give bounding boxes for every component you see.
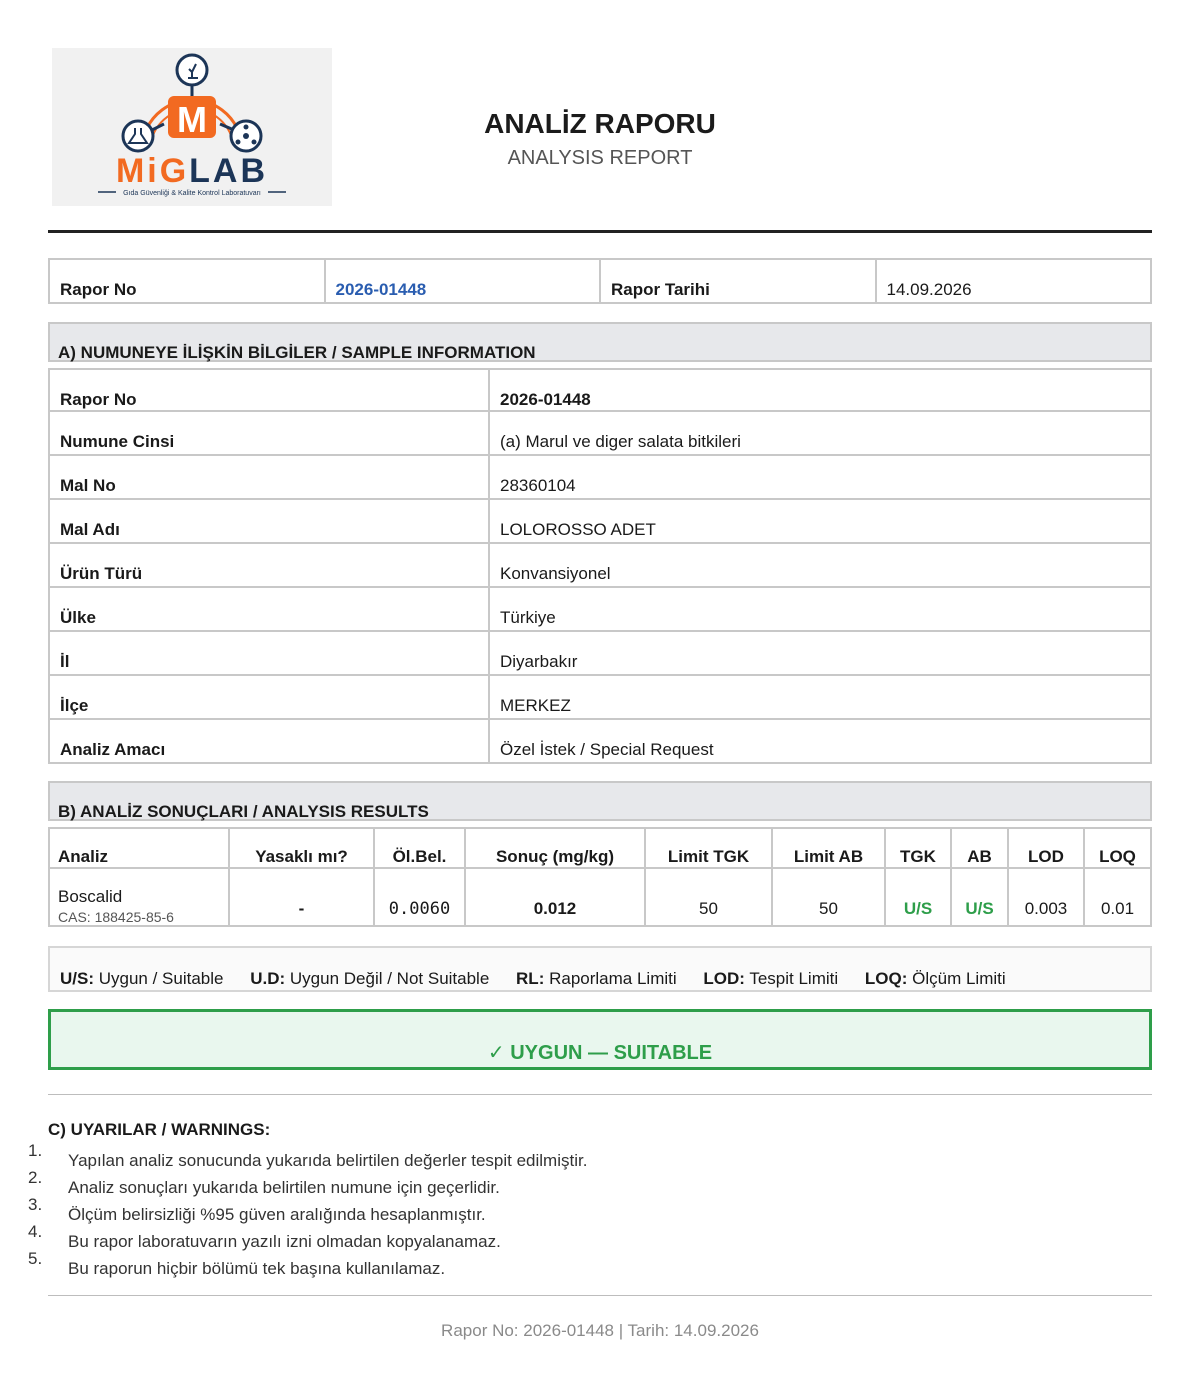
list-text: Yapılan analiz sonucunda yukarıda belirtilen değerler tespit edilmiştir. (68, 1151, 588, 1170)
info-value: 28360104 (500, 476, 576, 495)
legend-item: LOQ: Ölçüm Limiti (864, 969, 1006, 988)
info-value: MERKEZ (500, 696, 571, 715)
warnings-title: C) UYARILAR / WARNINGS: (48, 1120, 271, 1139)
banned-cell: - (230, 869, 375, 925)
col-header: LOD (1009, 829, 1085, 867)
limit-ab-cell: 50 (773, 869, 886, 925)
logo-tagline: Gıda Güvenliği & Kalite Kontrol Laboratuvarı (123, 190, 261, 197)
col-header: Öl.Bel. (375, 829, 466, 867)
lab-logo (52, 48, 332, 206)
check-icon: ✓ (487, 1042, 505, 1064)
tgk-status-cell: U/S (886, 869, 952, 925)
col-header: Limit AB (773, 829, 886, 867)
divider (48, 1295, 1152, 1296)
col-header: LOQ (1099, 847, 1136, 866)
info-label: Ülke (50, 588, 490, 630)
info-value: Türkiye (500, 608, 556, 627)
info-row (48, 676, 1152, 720)
legend-item: LOD: Tespit Limiti (703, 969, 839, 988)
results-header: B) ANALİZ SONUÇLARI / ANALYSIS RESULTS (48, 781, 1152, 821)
info-label: İl (50, 632, 490, 674)
info-value: 2026-01448 (500, 390, 591, 409)
info-label: Analiz Amacı (50, 720, 490, 762)
col-header: AB (952, 829, 1009, 867)
info-value: Diyarbakır (500, 652, 578, 671)
col-header: Sonuç (mg/kg) (466, 829, 646, 867)
report-date-value: 14.09.2026 (886, 280, 972, 299)
sample-info-table (48, 368, 1152, 764)
logo-brand-text: MiGLAB (115, 152, 269, 190)
list-number: 1. (28, 1141, 43, 1160)
info-row (48, 412, 1152, 456)
col-header: TGK (886, 829, 952, 867)
legend-item: RL: Raporlama Limiti (516, 969, 677, 988)
verdict-banner (48, 1009, 1152, 1070)
info-row (48, 588, 1152, 632)
list-number: 2. (28, 1168, 43, 1187)
report-no-value: 2026-01448 (326, 260, 602, 302)
list-number: 3. (28, 1195, 43, 1214)
results-table (48, 827, 1152, 927)
info-row (48, 368, 1152, 412)
info-value: Konvansiyonel (500, 564, 611, 583)
report-no-label: Rapor No (50, 260, 326, 302)
list-text: Bu rapor laboratuvarın yazılı izni olmadan kopyalanamaz. (68, 1232, 501, 1251)
col-header: Limit TGK (646, 829, 773, 867)
info-label: Mal Adı (50, 500, 490, 542)
table-row (50, 869, 1150, 925)
report-meta-row (48, 258, 1152, 304)
ab-status-cell: U/S (952, 869, 1009, 925)
info-label: İlçe (50, 676, 490, 718)
info-value: (a) Marul ve diger salata bitkileri (500, 432, 741, 451)
divider (48, 1094, 1152, 1095)
info-row (48, 544, 1152, 588)
list-text: Ölçüm belirsizliği %95 güven aralığında hesaplanmıştır. (68, 1205, 486, 1224)
loq-cell: 0.01 (1100, 899, 1135, 918)
info-label: Numune Cinsi (50, 412, 490, 454)
header-divider (48, 230, 1152, 233)
info-row (48, 720, 1152, 764)
analyte-cell (50, 869, 230, 925)
analyte-cas: CAS: 188425-85-6 (58, 909, 174, 925)
report-title: ANALİZ RAPORU (484, 108, 716, 139)
flask-icon (123, 121, 153, 151)
limit-tgk-cell: 50 (646, 869, 773, 925)
info-row (48, 632, 1152, 676)
info-row (48, 500, 1152, 544)
logo-graphic (52, 48, 332, 206)
page-footer: Rapor No: 2026-01448 | Tarih: 14.09.2026 (441, 1321, 759, 1340)
report-date-label: Rapor Tarihi (601, 260, 877, 302)
uncertainty-cell: 0.0060 (375, 869, 466, 925)
abbreviation-legend (48, 946, 1152, 992)
legend-item: U.D: Uygun Değil / Not Suitable (250, 969, 490, 988)
legend-item: U/S: Uygun / Suitable (60, 969, 224, 988)
result-cell: 0.012 (466, 869, 646, 925)
report-subtitle: ANALYSIS REPORT (507, 147, 693, 169)
lod-cell: 0.003 (1009, 869, 1085, 925)
svg-text:M: M (177, 99, 207, 140)
col-header: Analiz (50, 829, 230, 867)
list-text: Analiz sonuçları yukarıda belirtilen numune için geçerlidir. (68, 1178, 500, 1197)
info-value: Özel İstek / Special Request (500, 740, 714, 759)
info-row (48, 456, 1152, 500)
list-number: 4. (28, 1222, 43, 1241)
info-label: Rapor No (50, 370, 490, 410)
info-label: Ürün Türü (50, 544, 490, 586)
info-value: LOLOROSSO ADET (500, 520, 656, 539)
info-label: Mal No (50, 456, 490, 498)
col-header: Yasaklı mı? (230, 829, 375, 867)
verdict-text: UYGUN — SUITABLE (510, 1042, 713, 1064)
list-text: Bu raporun hiçbir bölümü tek başına kullanılamaz. (68, 1259, 446, 1278)
list-number: 5. (28, 1249, 43, 1268)
analyte-name: Boscalid (58, 887, 123, 906)
results-header-row (50, 829, 1150, 869)
sample-info-header: A) NUMUNEYE İLİŞKİN BİLGİLER / SAMPLE INFORMATION (48, 322, 1152, 362)
